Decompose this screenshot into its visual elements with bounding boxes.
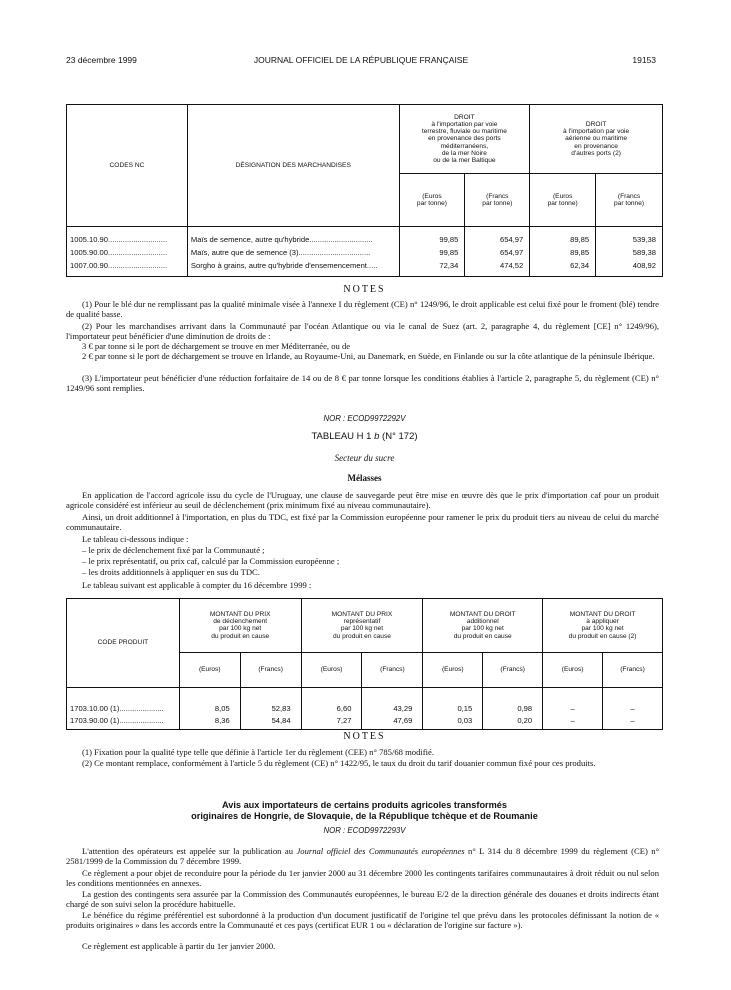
note-paragraph: 3 € par tonne si le port de déchargement se trouve en mer Méditerranée, ou de (82, 341, 351, 351)
cell-value: 408,92 (632, 261, 656, 270)
note-paragraph: (1) Fixation pour la qualité type telle que définie à l'article 1er du règlement (CEE) n° 785/68 modifié. (82, 747, 434, 757)
note-paragraph: (2) Ce montant remplace, conformément à l'article 5 du règlement (CE) n° 1422/95, le taux du droit du tarif douanier commun fixé pour ces produits. (82, 758, 596, 768)
col-code-produit: CODE PRODUIT (67, 599, 180, 688)
unit-euros: (Euros par tonne) (530, 174, 596, 227)
group2-line: en provenance (574, 142, 618, 150)
cell-value: 474,52 (465, 259, 530, 277)
bullet-item: – le prix de déclenchement fixé par la Communauté ; (82, 545, 265, 555)
nor-reference: NOR : ECOD9972293V (323, 826, 406, 835)
note-paragraph: (3) L'importateur peut bénéficier d'une réduction forfaitaire de 14 ou de 8 € par tonne lorsque les conditions établies à l'article 2, paragraphe 5, du règlement (CE) n° 1249/96 sont remplies. (66, 373, 659, 393)
unit-euros: (Euros par tonne) (399, 174, 465, 227)
product-heading: Mélasses (347, 473, 382, 483)
row-designation: Maïs de semence, autre qu'hybride (190, 235, 310, 244)
table-row: 1007.00.90............................ Sorgho à grains, autre qu'hybride d'ensemencement..... 72,34 474,52 62,34 408,92 (67, 259, 663, 277)
cell-value: 589,38 (632, 248, 656, 257)
cell-value: 654,97 (465, 246, 530, 259)
cell-value: 654,97 (465, 227, 530, 247)
group1-line: en provenance des ports (428, 135, 501, 143)
unit-euros: (Euros) (423, 652, 483, 687)
bullet-item: – le prix représentatif, ou prix caf, calculé par la Commission européenne ; (82, 556, 340, 566)
unit-francs: (Francs par tonne) (465, 174, 530, 227)
col-group-representative-price: MONTANT DU PRIX représentatif par 100 kg net du produit en cause (301, 599, 423, 653)
bullet-item: – les droits additionnels à appliquer en sus du TDC. (82, 567, 260, 577)
notice-paragraph: L'attention des opérateurs est appelée sur la publication au Journal officiel des Communautés européennes n° L 314 du 8 décembre 1999 du règlement (CE) n° 2581/1999 de la Commission du 7 décembre 1999. (66, 846, 659, 866)
unit-francs: (Francs par tonne) (596, 174, 663, 227)
table-row: 1005.90.00............................ Maïs, autre que de semence (3).................................. 99,85 654,97 89,85 589,38 (67, 246, 663, 259)
row-code: 1005.90.00 (70, 248, 109, 257)
unit-francs: (Francs) (362, 652, 423, 687)
notice-paragraph: Ce règlement est applicable à partir du 1er janvier 2000. (82, 941, 276, 951)
notes-title: NOTES (343, 284, 386, 295)
unit-euros: (Euros) (301, 652, 362, 687)
cell-value: 99,85 (399, 227, 465, 247)
notice-paragraph: Le bénéfice du régime préférentiel est subordonné à la production d'un document justificatif de l'origine tel que prévu dans les protocoles définissant la notion de « produits originaires » dans les accords entre la Communauté et ces pays (certificat EUR 1 ou « déclaration de l'origine sur facture »). (66, 910, 659, 930)
unit-francs: (Francs) (483, 652, 543, 687)
group1-line: de la mer Noire (441, 149, 487, 157)
page-header (66, 55, 656, 69)
row-code: 1007.00.90 (70, 261, 109, 270)
col-group-mediterranean (399, 105, 530, 174)
notice-paragraph: Ce règlement a pour objet de reconduire pour la période du 1er janvier 2000 au 31 décembre 2000 les contingents tarifaires communautaires à droit réduit ou nul selon les conditions mentionnées en annexes. (66, 868, 659, 888)
intro-paragraph: Le tableau ci-dessous indique : (82, 534, 189, 544)
col-designation: DÉSIGNATION DES MARCHANDISES (187, 105, 399, 227)
col-group-applied-duty: MONTANT DU DROIT à appliquer par 100 kg net du produit en cause (2) (543, 599, 663, 653)
note-paragraph: 2 € par tonne si le port de déchargement se trouve en Irlande, au Royaume-Uni, au Danemark, en Suède, en Finlande ou sur la côte atlantique de la péninsule Ibérique. (82, 351, 655, 361)
col-group-other-ports (530, 105, 663, 174)
notice-paragraph: La gestion des contingents sera assurée par la Commission des Communautés européennes, le bureau E/2 de la direction générale des douanes et droits indirects étant chargé de son suivi selon la procédure habituelle. (66, 889, 659, 909)
col-group-trigger-price: MONTANT DU PRIX de déclenchement par 100 kg net du produit en cause (179, 599, 301, 653)
tableau-title: TABLEAU H 1 b (N° 172) (311, 431, 418, 442)
cell-value: 72,34 (399, 259, 465, 277)
header-journal-title: JOURNAL OFFICIEL DE LA RÉPUBLIQUE FRANÇAISE (253, 55, 469, 65)
row-code: 1703.10.00 (1) (70, 703, 120, 713)
notice-title: Avis aux importateurs de certains produits agricoles transformés originaires de Hongrie, de Slovaquie, de la République tchèque et de Roumanie (191, 800, 538, 821)
cell-value: 539,38 (632, 235, 656, 244)
col-codes-nc: CODES NC (67, 105, 188, 227)
unit-francs: (Francs) (240, 652, 301, 687)
col-group-additional-duty: MONTANT DU DROIT additionnel par 100 kg net du produit en cause (423, 599, 543, 653)
header-page-number: 19153 (632, 55, 656, 65)
group2-line: aérienne ou maritime (565, 135, 628, 143)
group1-line: méditerranéens, (440, 142, 489, 150)
group1-line: ou de la mer Baltique (433, 157, 496, 164)
header-date: 23 décembre 1999 (66, 55, 137, 65)
duty-table (66, 104, 663, 277)
row-designation: Sorgho à grains, autre qu'hybride d'ensemencement (190, 261, 367, 270)
group2-line: d'autres ports (2) (571, 149, 621, 157)
intro-paragraph: Le tableau suivant est applicable à compter du 16 décembre 1999 : (82, 580, 312, 590)
table-row: 1703.90.00 (1)..................... 8,36 54,84 7,27 47,69 0,03 0,20 – – (67, 714, 663, 730)
group1-line: à l'importation par voie (431, 120, 498, 128)
notes-title: NOTES (343, 731, 386, 742)
unit-francs: (Francs) (603, 652, 663, 687)
unit-euros: (Euros) (543, 652, 603, 687)
intro-paragraph: Ainsi, un droit additionnel à l'importation, en plus du TDC, est fixé par la Commission européenne pour ramener le prix du produit tiers au niveau de celui du marché communautaire. (66, 512, 659, 532)
cell-value: 89,85 (530, 246, 596, 259)
cell-value: 62,34 (530, 259, 596, 277)
note-paragraph: (2) Pour les marchandises arrivant dans la Communauté par l'océan Atlantique ou via le canal de Suez (art. 2, paragraphe 4, du règlement [CE] n° 1249/96), l'importateur peut bénéficier d'une diminution de droits de : (66, 321, 659, 341)
cell-value: 99,85 (399, 246, 465, 259)
row-code: 1005.10.90 (70, 235, 109, 244)
table-row: 1703.10.00 (1)..................... 8,05 52,83 6,60 43,29 0,15 0,98 – – (67, 688, 663, 715)
group1-line: DROIT (454, 113, 475, 121)
row-code: 1703.90.00 (1) (70, 715, 120, 725)
cell-value: 89,85 (530, 227, 596, 247)
note-paragraph: (1) Pour le blé dur ne remplissant pas la qualité minimale visée à l'annexe I du règlement (CE) n° 1249/96, le droit applicable est celui fixé pour le froment (blé) tendre de qualité basse. (66, 299, 659, 319)
group2-line: à l'importation par voie (563, 128, 630, 136)
sugar-price-table (66, 598, 663, 730)
intro-paragraph: En application de l'accord agricole issu du cycle de l'Uruguay, une clause de sauvegarde peut être mise en œuvre dès que le prix d'importation caf pour un produit agricole considéré est inférieur au seuil de déclenchement (prix minimum fixé au niveau communautaire). (66, 490, 659, 510)
sector-subtitle: Secteur du sucre (334, 453, 395, 463)
group1-line: terrestre, fluviale ou maritime (421, 128, 507, 136)
group2-line: DROIT (585, 120, 607, 128)
unit-euros: (Euros) (179, 652, 240, 687)
row-designation: Maïs, autre que de semence (3) (190, 248, 299, 257)
table-row: 1005.10.90............................ Maïs de semence, autre qu'hybride.............................. 99,85 654,97 89,85 539,38 (67, 227, 663, 247)
nor-reference: NOR : ECOD9972292V (323, 414, 406, 423)
